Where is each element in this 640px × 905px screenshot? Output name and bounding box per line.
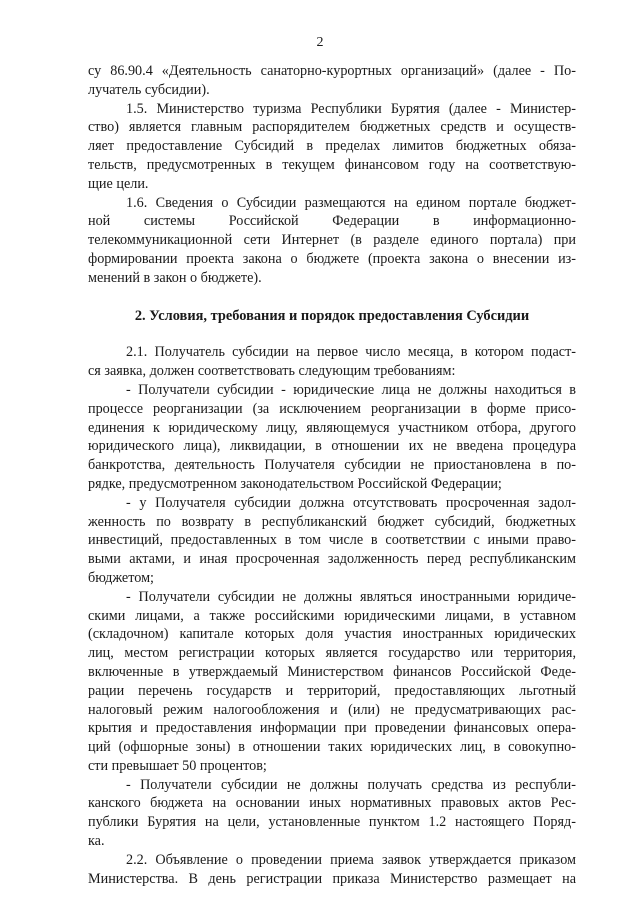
text-line: выми актами, и иная просроченная задолженность перед республиканским [88,551,576,568]
text-line: инвестиций, предоставленных в том числе в соответствии с иными право- [88,532,576,549]
text-line: публики Бурятия на цели, установленные пунктом 1.2 настоящего Поряд- [88,814,576,831]
text-line: скими лицами, а также российскими юридическими лицами, в уставном [88,607,576,624]
text-line: - Получатели субсидии - юридические лица не должны находиться в [126,381,576,398]
text-line: 2.1. Получатель субсидии на первое число месяца, в котором подаст- [126,344,576,361]
text-line: формировании проекта закона о бюджете (проекта закона о внесении из- [88,250,576,267]
paragraph-2-2 [88,851,576,889]
text-line: 1.6. Сведения о Субсидии размещаются на едином портале бюджет- [126,194,576,211]
text-line: 2.2. Объявление о проведении приема заявок утверждается приказом [126,851,576,868]
text-line: - у Получателя субсидии должна отсутствовать просроченная задол- [126,494,576,511]
paragraph-continuation [88,62,576,100]
text-line: менений в закон о бюджете). [88,269,262,286]
text-line: Министерства. В день регистрации приказа Министерство размещает на [88,870,576,887]
text-line: бюджетом; [88,569,154,586]
text-line: лиц, местом регистрации которых является государство или территория, [88,645,576,662]
text-line: (складочном) капитале которых доля участия иностранных юридических [88,626,576,643]
text-line: - Получатели субсидии не должны получать средства из республи- [126,776,576,793]
text-line: крытия и предоставления информации при проведении финансовых опера- [88,720,576,737]
paragraph-1-6 [88,194,576,288]
text-line: канского бюджета на основании иных нормативных правовых актов Рес- [88,795,576,812]
text-line: 1.5. Министерство туризма Республики Бурятия (далее - Министер- [126,100,576,117]
text-line: щие цели. [88,175,149,192]
text-line: единения к юридическому лицу, являющемуся участником отбора, другого [88,419,576,436]
text-line: женность по возврату в республиканский бюджет субсидий, бюджетных [88,513,576,530]
page-number: 2 [316,35,324,50]
text-line: сти превышает 50 процентов; [88,757,267,774]
text-line: тельств, предусмотренных в текущем финансовом году на соответствую- [88,156,576,173]
requirement-bullet-4 [88,776,576,851]
text-line: ной системы Российской Федерации в информационно- [88,213,576,230]
requirement-bullet-1 [88,381,576,494]
text-line: ся заявка, должен соответствовать следующим требованиям: [88,363,456,380]
text-line: включенные в утверждаемый Министерством финансов Российской Феде- [88,663,576,680]
text-line: су 86.90.4 «Деятельность санаторно-курортных организаций» (далее - По- [88,63,576,79]
section-heading-2: 2. Условия, требования и порядок предоставления Субсидии [134,307,530,324]
text-line: телекоммуникационной сети Интернет (в разделе единого портала) при [88,232,576,249]
text-line: ство) является главным распорядителем бюджетных средств и осуществ- [88,119,576,136]
text-line: банкротства, деятельность Получателя субсидии не приостановлена в по- [88,457,576,474]
requirement-bullet-3 [88,588,576,776]
requirement-bullet-2 [88,494,576,588]
text-line: юридического лица), ликвидации, в отношении их не введена процедура [88,438,576,455]
text-line: налоговый режим налогообложения и (или) не предусматривающих рас- [88,701,576,718]
paragraph-2-1 [88,343,576,381]
document-body [88,62,576,888]
text-line: процессе реорганизации (за исключением реорганизации в форме присо- [88,400,576,417]
text-line: ций (офшорные зоны) в отношении таких юридических лиц, в совокупно- [88,739,576,756]
text-line: - Получатели субсидии не должны являться иностранными юридиче- [126,588,576,605]
text-line: рядке, предусмотренном законодательством Российской Федерации; [88,475,502,492]
text-line: рации перечень государств и территорий, предоставляющих льготный [88,682,576,699]
text-line: лучатель субсидии). [88,81,210,98]
text-line: ка. [88,833,105,850]
paragraph-1-5 [88,100,576,194]
text-line: ляет предоставление Субсидий в пределах лимитов бюджетных обяза- [88,138,576,155]
